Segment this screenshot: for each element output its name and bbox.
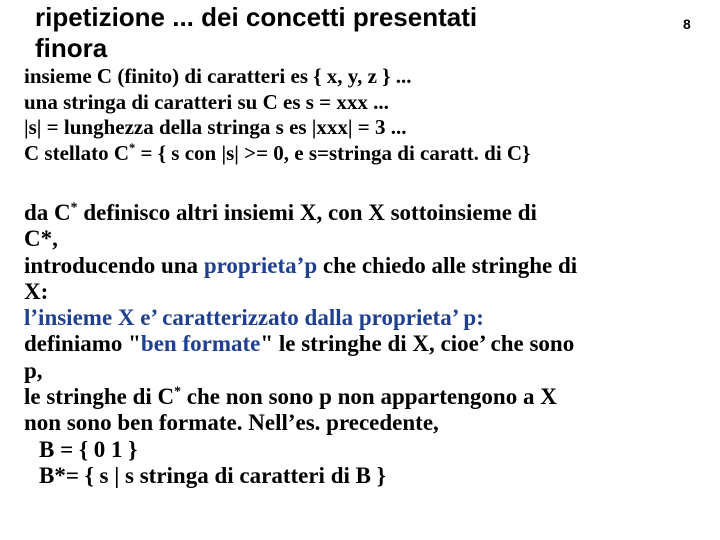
text-span: introducendo una (24, 252, 204, 278)
text-span: = { s con |s| >= 0, e s=stringa di caratt. di C} (135, 140, 531, 165)
body-line (24, 200, 714, 226)
text-span: le stringhe di C (24, 384, 175, 410)
highlight-property-p: proprieta’p (203, 252, 318, 278)
text-span: definiamo " (24, 331, 141, 357)
body-text-block (24, 200, 714, 489)
highlight-ben-formate: ben formate (140, 331, 261, 357)
text-span: che chiedo alle stringhe di (317, 252, 578, 278)
definition-line-c-star (24, 141, 714, 167)
body-line: C*, (24, 226, 58, 252)
definition-line: |s| = lunghezza della stringa s es |xxx| = 3 ... (24, 115, 407, 139)
text-span: " le stringhe di X, cioe’ che sono (260, 331, 575, 357)
definitions-block (24, 64, 714, 166)
body-line-set-b-star: B*= { s | s stringa di caratteri di B } (39, 462, 386, 488)
body-line: non sono ben formate. Nell’es. precedente, (24, 410, 439, 436)
body-line-highlight: l’insieme X e’ caratterizzato dalla proprieta’ p: (24, 305, 484, 331)
body-line: X: (24, 278, 49, 304)
body-line (24, 384, 714, 410)
slide-title (35, 2, 555, 64)
definition-line: insieme C (finito) di caratteri es { x, y, z } ... (24, 64, 412, 88)
superscript-star: * (174, 383, 182, 399)
text-span: C stellato C (24, 140, 129, 165)
definition-line: una stringa di caratteri su C es s = xxx ... (24, 89, 389, 114)
page-number: 8 (683, 16, 691, 32)
body-line-set-b: B = { 0 1 } (39, 436, 138, 462)
superscript-star: * (128, 140, 136, 155)
superscript-star: * (70, 199, 78, 215)
body-line (24, 331, 714, 357)
body-line: p, (24, 357, 43, 383)
body-line (24, 253, 714, 279)
text-span: che non sono p non appartengono a X (181, 384, 557, 410)
text-span: da C (24, 200, 71, 225)
title-line-2: finora (35, 33, 108, 63)
text-span: definisco altri insiemi X, con X sottoinsieme di (77, 200, 537, 225)
title-line-1: ripetizione ... dei concetti presentati (35, 2, 478, 32)
